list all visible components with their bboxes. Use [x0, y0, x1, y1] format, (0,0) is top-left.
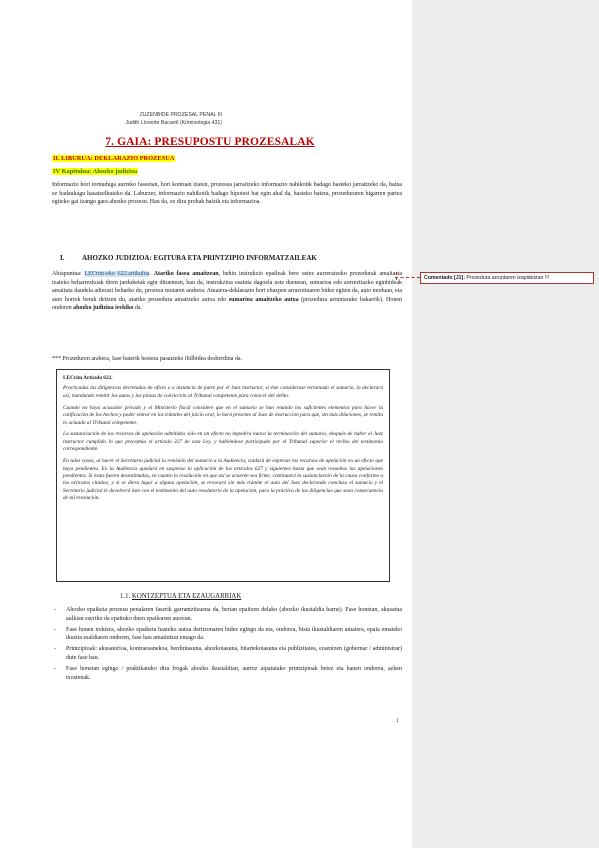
procedure-note: *** Prozeduren arabera, fase baterik bestera pasatzeko ibilbidea desberdina da. — [52, 356, 243, 362]
header-author: Judith Llorente Bacarril (Kriminologia 431) — [125, 119, 222, 126]
section-1-number: I. — [60, 254, 65, 262]
list-item-text: Ahozko epaiketa prozesu penalaren faserik garrantzitsuena da, bertan epaitzen delako (ahozko ikustaldia barne). Fase honetan, akusatua aulkian eseriko da epaituko duen epailearen aurrean. — [66, 607, 402, 622]
bold-atariko-fasea: Atariko fasea amaitzean — [153, 271, 219, 277]
page-title: 7. GAIA: PRESUPOSTU PROZESALAK — [105, 136, 315, 148]
book-heading: II. LIBURUA: DEKLARAZIO PROZESUA — [53, 155, 175, 162]
bullet-icon: - — [54, 666, 56, 673]
bullet-icon: - — [54, 646, 56, 653]
lecrim-quote-box — [56, 369, 390, 582]
quote-paragraph: La sustanciación de los recursos de apelación admitidos sólo en un efecto no impedirá nunca la terminación del sumario, después de haber el Juez instructor cumplido lo que preceptúa el artículo 227 de esta Ley, y habiéndose participado por el Tribunal superior el recibo del testimonio correspondiente. — [63, 431, 383, 453]
list-item-text: Fase honetan egingo / praktikatuko dira frogak ahozko ikustaldian, aurrez aipatutako printzipioak betez eta hauen ondorea, azken txostenak. — [66, 666, 402, 681]
list-item — [52, 645, 402, 662]
list-item-text: Printzipioak: akusatorioa, kontraesanekoa, berdintasuna, ahozkotasuna, bitartekotasuna eta publizitatea, eraentzen (gobernar / administrar) dute fase hau. — [66, 646, 402, 661]
header-course: ZUZENBIDE PROZESAL PENAL III — [139, 112, 222, 118]
section-1-1-heading — [120, 593, 241, 600]
abiapuntua-text-1: , behin instrukzio epaileak bere ustez aurreratzeko prozedurak amaitasta izateko beharrezkoak diren jarduketak egin dituenean, hau da, instrukzioa osatuta dagoela uste duenean, sumarioa edo aurreztiazko eginbideak amaituta daudela adierazi beharko du, prozesu motaren arabera. Amaiera-deklarazio hori ebazpen arrazoituaren bidez egiten da, auto moduan, eta auto horrek berak deitzen du, atariko prozedura amaitzeko autoa edo — [52, 271, 403, 303]
section-1-title: AHOZKO JUDIZIOA: EGITURA ETA PRINTZIPIO INFORMATZAILEAK — [82, 254, 317, 262]
list-item — [52, 606, 402, 623]
bullet-icon: - — [54, 607, 56, 613]
quote-title: LECrim Artículo 622. — [63, 375, 113, 381]
bold-ahozko-judizioa: ahozko judizioa irekiko — [73, 305, 134, 312]
comments-margin — [412, 0, 599, 848]
punctuation: . — [149, 271, 154, 277]
comment-anchor — [393, 272, 397, 280]
quote-paragraph: Practicadas las diligencias decretadas de oficio o a instancia de parte por el Juez instructor, si éste considerase terminado el sumario, lo declarará así, mandando remitir los autos y las piezas de convicción al Tribunal competente para conocer del delito. — [63, 385, 383, 399]
quote-paragraph: Cuando no haya acusador privado y el Ministerio fiscal considere que en el sumario se han reunido los suficientes elementos para hacer la calificación de los hechos y poder entrar en los trámites del juicio oral, lo hará presente al Juez de instrucción para que, sin más dilaciones, se remita lo actuado al Tribunal competente. — [63, 404, 383, 426]
bold-sumarioa-amaitzeko: sumarioa amaitzeko autoa — [228, 296, 299, 303]
abiapuntua-lead: Abiapuntua: — [52, 271, 85, 277]
section-1-1-title: KONTZEPTUA ETA EZAUGARRIAK — [131, 593, 242, 600]
bullet-icon: - — [54, 626, 56, 633]
comment-balloon[interactable] — [420, 272, 594, 284]
list-item — [52, 626, 402, 643]
lecrim-reference[interactable]: LECrim-eko 622.artikulua — [84, 271, 150, 277]
comment-text: Prozedura arruntaren izapidetzan !!! — [464, 275, 550, 281]
quote-paragraph: En tales casos, al hacer el Secretario judicial la remisión del sumario a la Audiencia, cuidará de expresar los recursos de apelación en un efecto que haya pendientes. En la Audiencia quedará en suspenso la aplicación de los artículos 627 y siguientes hasta que sean resueltos las apelaciones pendientes. Si éstas fueren desestimadas, en cuanto la resolución en que así se acuerde sea firme, continuará la sustanciación de la causa conforme a los artículos citados; y si se diera lugar a alguna apelación, se revocará sin más trámite el auto del Juez declarando concluso el sumario y el Secretario judicial le devolverá éste con el testimonio del auto resolutorio de la apelación, para la práctica de las diligencias que sean consecuencia de tal resolución. — [63, 458, 383, 502]
page-header — [125, 112, 222, 127]
list-item-text: Fase honen irekiera, ahozko epaiketa hasteko autoa deritzonaren bidez egingo da eta, ondorea, bista ikustaldiaren amaiera, epaia emateko ikusita esaldiaren ondoren, fase hau amaitutzat emago da. — [66, 626, 402, 642]
abiapuntua-text-2: (prozedura arruntarako bakarrik). Honen ondoren — [52, 296, 403, 312]
abiapuntua-text-3: da. — [133, 305, 143, 312]
chapter-heading: IV Kapitulua: Ahozko judizioa — [53, 168, 138, 175]
characteristics-list — [52, 606, 402, 685]
section-1-1-number: 1.1. — [120, 593, 131, 600]
intro-paragraph: Informazio hori tornuduga aurreko faseetan, hori kontuan izaten, prozesua jarraitzeko informazio nahikotik badago hasteko jarraitzeko da, baina ez badaukagu hasatzelkuteko da. Laburzer, informazio nahikotik badago hipotesi bat egin ahal da, hasteko batera, prozeduraren bigarren partea egiteko gai izango gara ahozko prozesu. Hau da, ez dira probak baizik eta informazioa. — [52, 182, 402, 206]
page-number: 1 — [396, 718, 399, 724]
comment-connector-line — [395, 277, 420, 278]
list-item — [52, 665, 402, 682]
abiapuntua-paragraph — [52, 270, 402, 313]
comment-label: Comentado [J1]: — [424, 275, 465, 281]
section-1-heading — [60, 254, 317, 262]
